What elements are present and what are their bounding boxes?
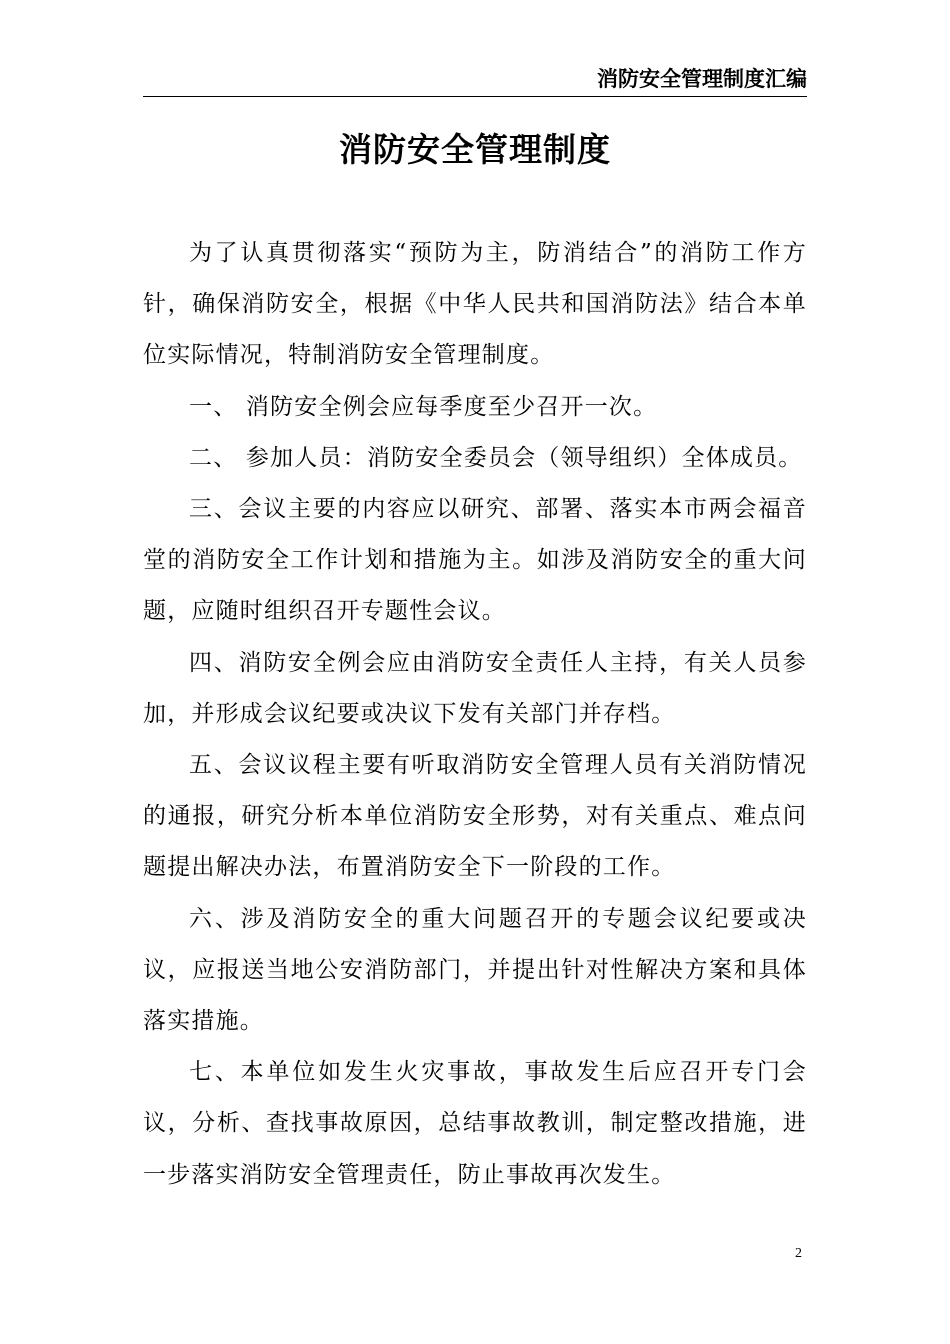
page-number: 2 <box>795 1246 802 1261</box>
paragraph-item-4: 四、消防安全例会应由消防安全责任人主持，有关人员参加，并形成会议纪要或决议下发有关部门并存档。 <box>143 649 807 727</box>
paragraph-intro: 为了认真贯彻落实“预防为主，防消结合”的消防工作方针，确保消防安全，根据《中华人民共和国消防法》结合本单位实际情况，特制消防安全管理制度。 <box>143 240 807 369</box>
paragraph-item-6: 六、涉及消防安全的重大问题召开的专题会议纪要或决议，应报送当地公安消防部门，并提出针对性解决方案和具体落实措施。 <box>143 905 807 1035</box>
document-body <box>143 228 807 1201</box>
paragraph-item-2: 二、 参加人员：消防安全委员会（领导组织）全体成员。 <box>189 444 803 471</box>
document-title: 消防安全管理制度 <box>339 130 611 169</box>
header-title: 消防安全管理制度汇编 <box>597 67 807 91</box>
paragraph-item-1: 一、 消防安全例会应每季度至少召开一次。 <box>189 393 658 420</box>
paragraph-item-3: 三、会议主要的内容应以研究、部署、落实本市两会福音堂的消防安全工作计划和措施为主。如涉及消防安全的重大问题，应随时组织召开专题性会议。 <box>143 496 807 625</box>
paragraph-item-7: 七、本单位如发生火灾事故，事故发生后应召开专门会议，分析、查找事故原因，总结事故教训，制定整改措施，进一步落实消防安全管理责任，防止事故再次发生。 <box>143 1059 807 1188</box>
paragraph-item-5: 五、会议议程主要有听取消防安全管理人员有关消防情况的通报，研究分析本单位消防安全形势，对有关重点、难点问题提出解决办法，布置消防安全下一阶段的工作。 <box>143 752 807 881</box>
page-header <box>143 66 807 97</box>
